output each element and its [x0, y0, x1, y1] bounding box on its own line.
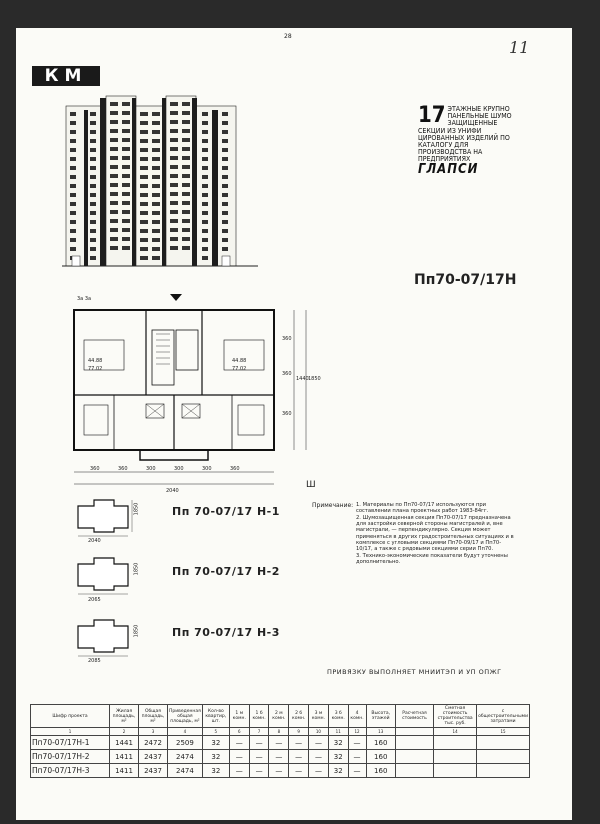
cell-project: Пп70-07/17Н-3: [31, 764, 110, 778]
cell: 1411: [110, 764, 139, 778]
table-number-row: [31, 728, 530, 736]
cell: —: [308, 750, 328, 764]
col-number: 12: [348, 728, 366, 736]
cell: 160: [366, 736, 395, 750]
cell: 1441: [110, 736, 139, 750]
cell: 2472: [139, 736, 168, 750]
cell: —: [348, 736, 366, 750]
col-header: Сметная стоимость строительства тыс. руб.: [434, 705, 477, 728]
col-header: 4 комн.: [348, 705, 366, 728]
cell: [477, 750, 530, 764]
col-header: Расчетная стоимость: [395, 705, 433, 728]
note-item: 2. Шумозащищенная секция Пп70-07/17 предназначена для застройки северной стороны магистралей и, вне магистрали, — перпендикулярно. Секция может применяться в других градостроительных ситуациях и в комплексе с угловыми секциями Пп70-09/17 и Пп70-10/17, а также с рядовыми секциями серии Пп70.: [356, 514, 514, 552]
col-header: 2 м комн.: [269, 705, 289, 728]
col-header: 1 м комн.: [229, 705, 249, 728]
sheet-number: 11: [509, 38, 530, 57]
col-header: Жилая площадь, м²: [110, 705, 139, 728]
cell: 2474: [168, 750, 203, 764]
dim-width-total: 2040: [166, 488, 179, 494]
apartment-left-area-total: 77.02: [88, 366, 103, 372]
col-number: 8: [269, 728, 289, 736]
series-floors: 17: [418, 103, 446, 128]
cell: 2437: [139, 764, 168, 778]
dim-width-3: 300: [146, 466, 156, 472]
apartment-right-area-living: 44.88: [232, 358, 247, 364]
section-marker: 3а 3а: [77, 296, 92, 302]
col-number: 10: [308, 728, 328, 736]
variant-3-height: 1850: [133, 624, 140, 638]
variant-2-width: 2065: [88, 597, 101, 603]
cell: —: [249, 736, 269, 750]
col-number: 6: [229, 728, 249, 736]
km-badge: КМ: [32, 66, 100, 86]
cell: —: [269, 736, 289, 750]
dim-width-2: 360: [118, 466, 128, 472]
variant-2-height: 1850: [133, 562, 140, 576]
dim-height-2: 360: [282, 371, 292, 377]
dim-width-4: 300: [174, 466, 184, 472]
cell: 32: [328, 750, 348, 764]
cell: —: [249, 750, 269, 764]
note-item: 3. Технико-экономические показатели будут уточнены дополнительно.: [356, 552, 508, 565]
dim-height-sub: 1440: [296, 376, 309, 382]
variant-2-plan: [74, 556, 134, 598]
variant-1-width: 2040: [88, 538, 101, 544]
cell: 2509: [168, 736, 203, 750]
apartment-right-area-total: 77.02: [232, 366, 247, 372]
col-number: 4: [168, 728, 203, 736]
cell: 2474: [168, 764, 203, 778]
cell: 32: [202, 736, 229, 750]
col-header: 3 б комн.: [328, 705, 348, 728]
project-code: Пп70-07/17Н: [414, 272, 517, 288]
notes-list: [356, 502, 516, 566]
cell: —: [348, 750, 366, 764]
col-number: 2: [110, 728, 139, 736]
col-number: 1: [31, 728, 110, 736]
cell: 160: [366, 764, 395, 778]
col-number: 3: [139, 728, 168, 736]
cell: —: [269, 750, 289, 764]
tie-in-note: ПРИВЯЗКУ ВЫПОЛНЯЕТ МНИИТЭП И УП ОПЖГ: [327, 668, 502, 676]
variant-3-label: Пп 70-07/17 Н-3: [172, 626, 280, 639]
cell: —: [289, 764, 309, 778]
col-number: 9: [289, 728, 309, 736]
variant-3-width: 2085: [88, 658, 101, 664]
cell-project: Пп70-07/17Н-1: [31, 736, 110, 750]
notes-title: Примечание:: [312, 502, 354, 509]
col-number: 11: [328, 728, 348, 736]
cell: [434, 764, 477, 778]
col-header: Высота, этажей: [366, 705, 395, 728]
col-number: 5: [202, 728, 229, 736]
table-row: [31, 764, 530, 778]
cell: —: [308, 736, 328, 750]
apartment-left-area-living: 44.88: [88, 358, 103, 364]
col-number: 7: [249, 728, 269, 736]
col-header: 1 б комн.: [249, 705, 269, 728]
variant-3-plan: [74, 618, 134, 660]
cell: 2437: [139, 750, 168, 764]
col-header: Кол-во квартир, шт.: [202, 705, 229, 728]
col-number: 15: [477, 728, 530, 736]
cell: [395, 764, 433, 778]
dim-height-total: 1850: [308, 376, 321, 382]
spec-table: [30, 704, 530, 778]
variant-1-label: Пп 70-07/17 Н-1: [172, 505, 280, 518]
cell: —: [229, 750, 249, 764]
cell: 32: [328, 736, 348, 750]
cell: —: [229, 736, 249, 750]
variant-1-height: 1850: [133, 502, 140, 516]
col-header: Приведенная общая площадь, м²: [168, 705, 203, 728]
cell: —: [229, 764, 249, 778]
cell: —: [269, 764, 289, 778]
cell: [395, 736, 433, 750]
col-number: [395, 728, 433, 736]
page-number: 28: [284, 33, 292, 40]
cell: [434, 736, 477, 750]
cell: [477, 736, 530, 750]
cell: [395, 750, 433, 764]
floor-plan: [62, 300, 328, 500]
cell: [477, 764, 530, 778]
cell: 1411: [110, 750, 139, 764]
series-title: [418, 103, 518, 177]
series-organization: ГЛАПСИ: [418, 161, 479, 177]
cell: —: [249, 764, 269, 778]
cell: —: [289, 750, 309, 764]
table-row: [31, 750, 530, 764]
variant-1-plan: [74, 498, 134, 540]
dim-height-3: 360: [282, 411, 292, 417]
col-header: Общая площадь, м²: [139, 705, 168, 728]
dim-height-1: 360: [282, 336, 292, 342]
dim-width-6: 360: [230, 466, 240, 472]
orientation-marker: Ш: [306, 480, 316, 490]
col-header: 3 м комн.: [308, 705, 328, 728]
facade-drawing: [62, 86, 258, 282]
col-number: 14: [434, 728, 477, 736]
series-description: ЭТАЖНЫЕ КРУПНО ПАНЕЛЬНЫЕ ШУМО ЗАЩИЩЕННЫЕ СЕКЦИИ ИЗ УНИФИ ЦИРОВАННЫХ ИЗДЕЛИЙ ПО КАТАЛОГУ ДЛЯ ПРОИЗВОДСТВА НА ПРЕДПРИЯТИЯХ: [418, 105, 512, 164]
cell: 32: [202, 764, 229, 778]
dim-width-1: 360: [90, 466, 100, 472]
col-header: 2 б комн.: [289, 705, 309, 728]
table-row: [31, 736, 530, 750]
cell: —: [348, 764, 366, 778]
cell: —: [289, 736, 309, 750]
note-item: 1. Материалы по Пп70-07/17 используются при составлении плана проектных работ 1983-84гг.: [356, 502, 489, 515]
dim-width-5: 300: [202, 466, 212, 472]
variant-2-label: Пп 70-07/17 Н-2: [172, 565, 280, 578]
cell: 32: [328, 764, 348, 778]
cell: [434, 750, 477, 764]
cell: —: [308, 764, 328, 778]
cell: 32: [202, 750, 229, 764]
table-header-row: [31, 705, 530, 728]
col-number: 13: [366, 728, 395, 736]
col-header: с общестроительными затратами: [477, 705, 530, 728]
cell: 160: [366, 750, 395, 764]
col-header: Шифр проекта: [31, 705, 110, 728]
cell-project: Пп70-07/17Н-2: [31, 750, 110, 764]
